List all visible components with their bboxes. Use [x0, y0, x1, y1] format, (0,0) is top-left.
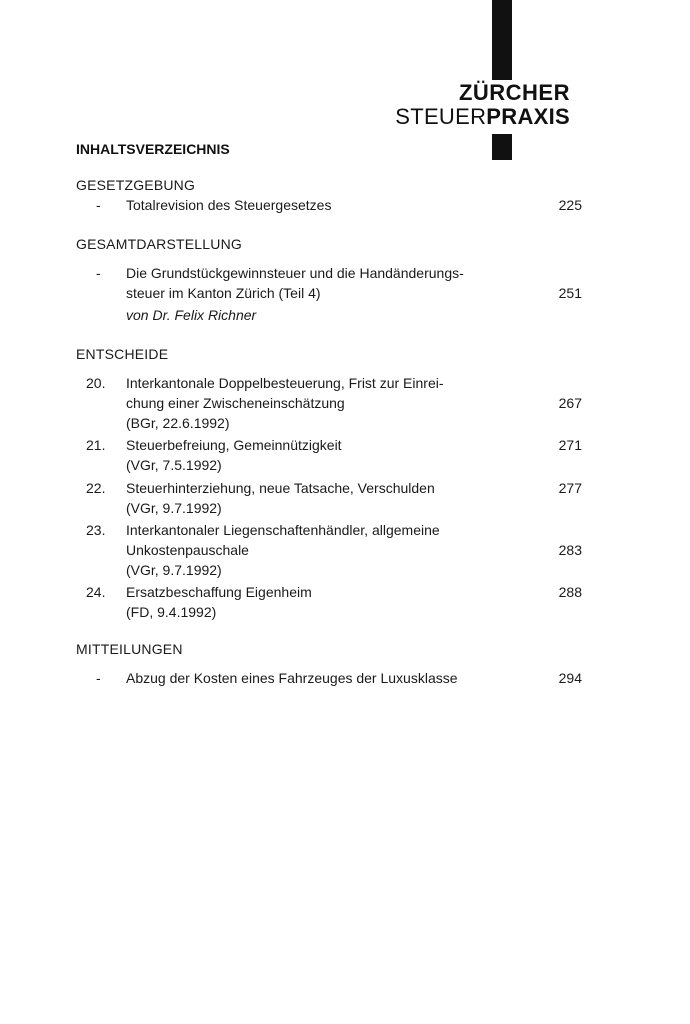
- section-title-entscheide: ENTSCHEIDE: [76, 346, 169, 362]
- logo-line2-regular: STEUER: [395, 104, 487, 129]
- entry-number: 21.: [86, 437, 106, 453]
- entry-line: Unkostenpauschale: [126, 542, 249, 558]
- logo-line1: ZÜRCHER: [458, 80, 570, 105]
- section-title-gesetzgebung: GESETZGEBUNG: [76, 177, 196, 193]
- toc-entry[interactable]: [126, 668, 458, 688]
- entry-line: Interkantonaler Liegenschaftenhändler, allgemeine: [126, 522, 440, 538]
- logo-bar-bottom: [492, 134, 512, 160]
- page-number: 277: [558, 480, 582, 496]
- entry-line: Steuerbefreiung, Gemeinnützigkeit: [126, 437, 342, 453]
- entry-line: Abzug der Kosten eines Fahrzeuges der Luxusklasse: [126, 670, 458, 686]
- entry-line: Steuerhinterziehung, neue Tatsache, Verschulden: [126, 480, 435, 496]
- page-number: 271: [558, 437, 582, 453]
- entry-line: Die Grundstückgewinnsteuer und die Handänderungs-: [126, 265, 464, 281]
- entry-line: (BGr, 22.6.1992): [126, 415, 230, 431]
- entry-author: von Dr. Felix Richner: [126, 307, 257, 323]
- logo-line2: [395, 104, 570, 130]
- section-title-gesamtdarstellung: GESAMTDARSTELLUNG: [76, 236, 242, 252]
- toc-entry[interactable]: [126, 263, 464, 325]
- section-title-mitteilungen: MITTEILUNGEN: [76, 641, 183, 657]
- entry-line: Interkantonale Doppelbesteuerung, Frist zur Einrei-: [126, 375, 444, 391]
- entry-line: (FD, 9.4.1992): [126, 604, 217, 620]
- entry-marker: -: [96, 265, 101, 281]
- toc-entry[interactable]: [126, 478, 435, 518]
- page-number: 251: [558, 285, 582, 301]
- entry-marker: -: [96, 670, 101, 686]
- toc-entry[interactable]: [126, 195, 331, 215]
- entry-line: (VGr, 7.5.1992): [126, 457, 222, 473]
- page-number: 294: [558, 670, 582, 686]
- entry-line: chung einer Zwischeneinschätzung: [126, 395, 345, 411]
- entry-number: 24.: [86, 584, 106, 600]
- page-number: 283: [558, 542, 582, 558]
- page-number: 225: [558, 197, 582, 213]
- page-number: 267: [558, 395, 582, 411]
- logo-line2-bold: PRAXIS: [486, 104, 570, 129]
- entry-line: (VGr, 9.7.1992): [126, 500, 222, 516]
- toc-entry[interactable]: [126, 435, 342, 475]
- toc-entry[interactable]: [126, 582, 312, 622]
- entry-number: 22.: [86, 480, 106, 496]
- entry-marker: -: [96, 197, 101, 213]
- page-number: 288: [558, 584, 582, 600]
- logo-bar-top: [492, 0, 512, 80]
- toc-entry[interactable]: [126, 373, 444, 433]
- entry-number: 23.: [86, 522, 106, 538]
- entry-line: Totalrevision des Steuergesetzes: [126, 197, 332, 213]
- entry-number: 20.: [86, 375, 106, 391]
- entry-line: Ersatzbeschaffung Eigenheim: [126, 584, 312, 600]
- toc-entry[interactable]: [126, 520, 440, 580]
- entry-line: steuer im Kanton Zürich (Teil 4): [126, 285, 321, 301]
- entry-line: (VGr, 9.7.1992): [126, 562, 222, 578]
- toc-heading: INHALTSVERZEICHNIS: [76, 141, 230, 157]
